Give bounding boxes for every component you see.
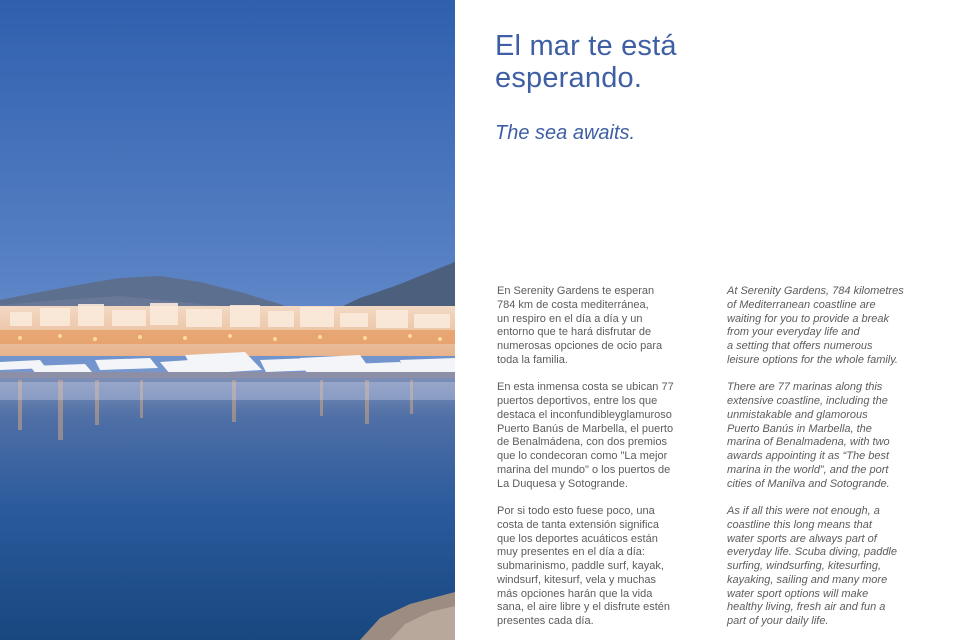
text-line: En esta inmensa costa se ubican 77 [497, 381, 674, 394]
text-line: waiting for you to provide a break [727, 312, 890, 325]
text-line: surfing, windsurfing, kitesurfing, [727, 560, 882, 572]
paragraph [727, 505, 932, 629]
paragraph [727, 381, 932, 491]
text-line: a setting that offers numerous [727, 340, 873, 352]
text-line: de Benalmádena, con dos premios [497, 436, 667, 449]
text-line: of Mediterranean coastline are [727, 298, 876, 311]
text-line: extensive coastline, including the [727, 395, 888, 407]
text-line: As if all this were not enough, a [727, 505, 880, 517]
text-line: que lo condecoran como "La mejor [497, 450, 668, 462]
text-line: más opciones harán que la vida [497, 587, 653, 600]
text-line: un respiro en el día a día y un [497, 312, 643, 325]
text-line: marina of Benalmadena, with two [727, 436, 890, 449]
text-line: costa de tanta extensión significa [497, 518, 660, 531]
text-line: marina in the world”, and the port [727, 463, 889, 476]
paragraph [497, 381, 697, 491]
spanish-column [497, 285, 697, 643]
text-line: healthy living, fresh air and fun a [727, 601, 886, 614]
text-line: En Serenity Gardens te esperan [497, 285, 655, 297]
text-line: numerosas opciones de ocio para [497, 340, 663, 352]
text-line: from your everyday life and [727, 326, 860, 339]
text-line: water sports are always part of [727, 532, 877, 545]
text-line: water sport options will make [727, 587, 869, 600]
text-line: muy presentes en el día a día: [497, 546, 645, 559]
paragraph [727, 285, 932, 368]
text-line: puertos deportivos, entre los que [497, 395, 658, 407]
text-line: sana, el aire libre y el disfrute estén [497, 601, 671, 614]
text-line: entorno que te hará disfrutar de [497, 326, 652, 339]
text-line: submarinismo, paddle surf, kayak, [497, 560, 664, 572]
text-line: At Serenity Gardens, 784 kilometres [727, 285, 904, 297]
text-line: leisure options for the whole family. [727, 353, 898, 366]
text-line: kayaking, sailing and many more [727, 573, 888, 586]
paragraph [497, 505, 697, 629]
text-line: marina del mundo" o los puertos de [497, 463, 671, 476]
text-line: Puerto Banús de Marbella, el puerto [497, 422, 674, 435]
heading-spanish [495, 30, 677, 94]
text-line: There are 77 marinas along this [727, 381, 883, 394]
text-line: Puerto Banús in Marbella, the [727, 422, 872, 435]
heading-spanish-line: El mar te está [495, 30, 677, 62]
heading-spanish-line: esperando. [495, 62, 643, 94]
text-line: everyday life. Scuba diving, paddle [727, 546, 897, 559]
text-line: cities of Manilva and Sotogrande. [727, 477, 890, 490]
text-line: coastline this long means that [727, 518, 872, 531]
text-line: destaca el inconfundibleyglamuroso [497, 408, 672, 421]
text-line: que los deportes acuáticos están [497, 532, 658, 545]
text-line: La Duquesa y Sotogrande. [497, 477, 628, 490]
text-line: windsurf, kitesurf, vela y muchas [497, 573, 656, 586]
text-line: presentes cada día. [497, 615, 594, 627]
text-line: part of your daily life. [727, 615, 829, 627]
text-line: toda la familia. [497, 353, 568, 366]
text-line: 784 km de costa mediterránea, [497, 298, 649, 311]
marina-illustration [0, 0, 455, 640]
text-line: unmistakable and glamorous [727, 408, 868, 421]
marina-photo [0, 0, 455, 640]
text-page [455, 0, 957, 640]
paragraph [497, 285, 697, 368]
text-line: awards appointing it as “The best [727, 450, 890, 462]
text-line: Por si todo esto fuese poco, una [497, 505, 655, 517]
heading-english: The sea awaits. [495, 122, 636, 144]
english-column [727, 285, 932, 643]
